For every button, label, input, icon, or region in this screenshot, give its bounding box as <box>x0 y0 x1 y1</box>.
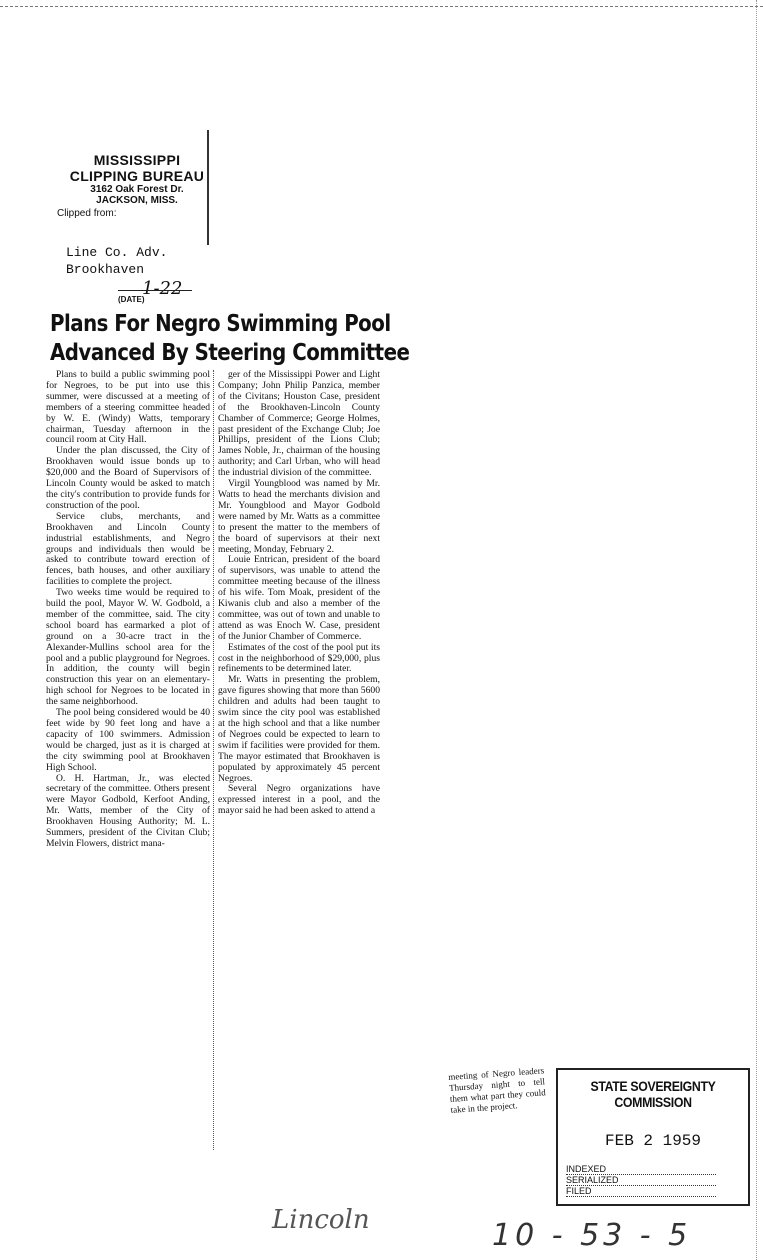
article-continuation: meeting of Negro leaders Thursday night to tell them what part they could take in the project. <box>448 1065 546 1115</box>
paragraph: ger of the Mississippi Power and Light Company; John Philip Panzica, member of the Civitans; Houston Case, president of the Brookhaven-Lincoln County Chamber of Commerce; George Holmes, past president of the Exchange Club; Joe Phillips, president of the Lions Club; James Noble, Jr., chairman of the housing authority; and Carl Urban, who will head the industrial division of the committee. <box>218 369 380 479</box>
column-divider <box>213 370 214 1150</box>
bureau-name-line2: CLIPPING BUREAU <box>69 168 205 184</box>
paragraph: Under the plan discussed, the City of Brookhaven would issue bonds up to $20,000 and the Board of Supervisors of Lincoln County would be asked to match the city's contribution to provide funds for construction of the pool. <box>46 445 210 511</box>
date-label: (DATE) <box>118 295 145 304</box>
stamp-fields <box>566 1164 748 1197</box>
paragraph: Plans to build a public swimming pool for Negroes, to be put into use this summer, were discussed at a meeting of members of a steering committee headed by W. E. (Windy) Watts, temporary chairman, Tuesday afternoon in the council room at City Hall. <box>46 369 210 446</box>
paragraph: Mr. Watts in presenting the problem, gave figures showing that more than 5600 children and adults had been taught to swim since the city pool was established at the high school and that a like number of Negroes could be expected to learn to swim if facilities were provided for them. The mayor estimated that Brookhaven is populated by approximately 45 percent Negroes. <box>218 674 380 784</box>
stamp-filed: FILED <box>566 1186 716 1197</box>
paragraph: Louie Entrican, president of the board of supervisors, was unable to attend the committee meeting because of the illness of his wife. Tom Moak, president of the Kiwanis club and also a member of the committee, was out of town and unable to attend as was Enoch W. Case, president of the Junior Chamber of Commerce. <box>218 554 380 642</box>
clip-mark <box>207 130 209 245</box>
bureau-address: 3162 Oak Forest Dr. <box>90 184 184 195</box>
headline-line1: Plans For Negro Swimming Pool <box>50 311 391 337</box>
file-number: 10 - 53 - 5 <box>492 1218 692 1253</box>
headline-line2: Advanced By Steering Committee <box>50 340 410 366</box>
paragraph: Service clubs, merchants, and Brookhaven and Lincoln County industrial establishments, and Negro groups and individuals then would be asked to contribute toward erection of fences, bath houses, and other auxiliary facilities to complete the project. <box>46 510 210 588</box>
source-city: Brookhaven <box>66 262 145 277</box>
paragraph: Estimates of the cost of the pool put its cost in the neighborhood of $29,000, plus refinements to be determined later. <box>218 641 380 675</box>
paragraph: Virgil Youngblood was named by Mr. Watts to head the merchants division and Mr. Youngblood and Mayor Godbold were named by Mr. Watts as a committee to present the matter to the members of the board of supervisors at their next meeting, Monday, February 2. <box>218 478 380 555</box>
source-info <box>66 244 167 278</box>
top-border <box>0 0 763 7</box>
article-column-1 <box>46 370 210 850</box>
bureau-city: JACKSON, MISS. <box>96 195 178 206</box>
stamp-date: FEB 2 1959 <box>604 1132 701 1150</box>
stamp-title: STATE SOVEREIGNTY COMMISSION <box>590 1078 716 1110</box>
paragraph: The pool being considered would be 40 feet wide by 90 feet long and have a capacity of 100 swimmers. Admission would be charged, just as it is charged at the city swimming pool at Brookhaven High School. <box>46 707 210 773</box>
right-edge-line <box>756 0 757 1260</box>
paragraph: O. H. Hartman, Jr., was elected secretary of the committee. Others present were Mayor Godbold, Kerfoot Anding, Mr. Watts, member of the City of Brookhaven Housing Authority; M. L. Summers, president of the Civitan Club; Melvin Flowers, district mana- <box>46 772 210 849</box>
paragraph: Several Negro organizations have expressed interest in a pool, and the mayor said he had been asked to attend a <box>218 783 380 817</box>
stamp-indexed: INDEXED <box>566 1164 716 1175</box>
source-paper: Line Co. Adv. <box>66 245 168 260</box>
paragraph: Two weeks time would be required to build the pool, Mayor W. W. Godbold, a member of the committee, said. The city school board has earmarked a plot of ground on a 30-acre tract in the Alexander-Mullins school area for the pool and a public playground for Negroes. In addition, the county will begin construction this year on an elementary-high school for Negroes to be located in the same neighborhood. <box>46 587 210 708</box>
stamp-serialized: SERIALIZED <box>566 1175 716 1186</box>
clipped-from-label: Clipped from: <box>57 208 117 219</box>
article-headline <box>50 310 410 368</box>
clipping-bureau-header <box>57 152 217 219</box>
date-line <box>118 290 192 291</box>
commission-stamp <box>556 1068 750 1206</box>
handwritten-signature: Lincoln <box>272 1205 370 1235</box>
bureau-name-line1: MISSISSIPPI <box>93 152 181 168</box>
handwritten-date: 1-22 <box>142 278 183 299</box>
article-column-2 <box>218 370 380 817</box>
